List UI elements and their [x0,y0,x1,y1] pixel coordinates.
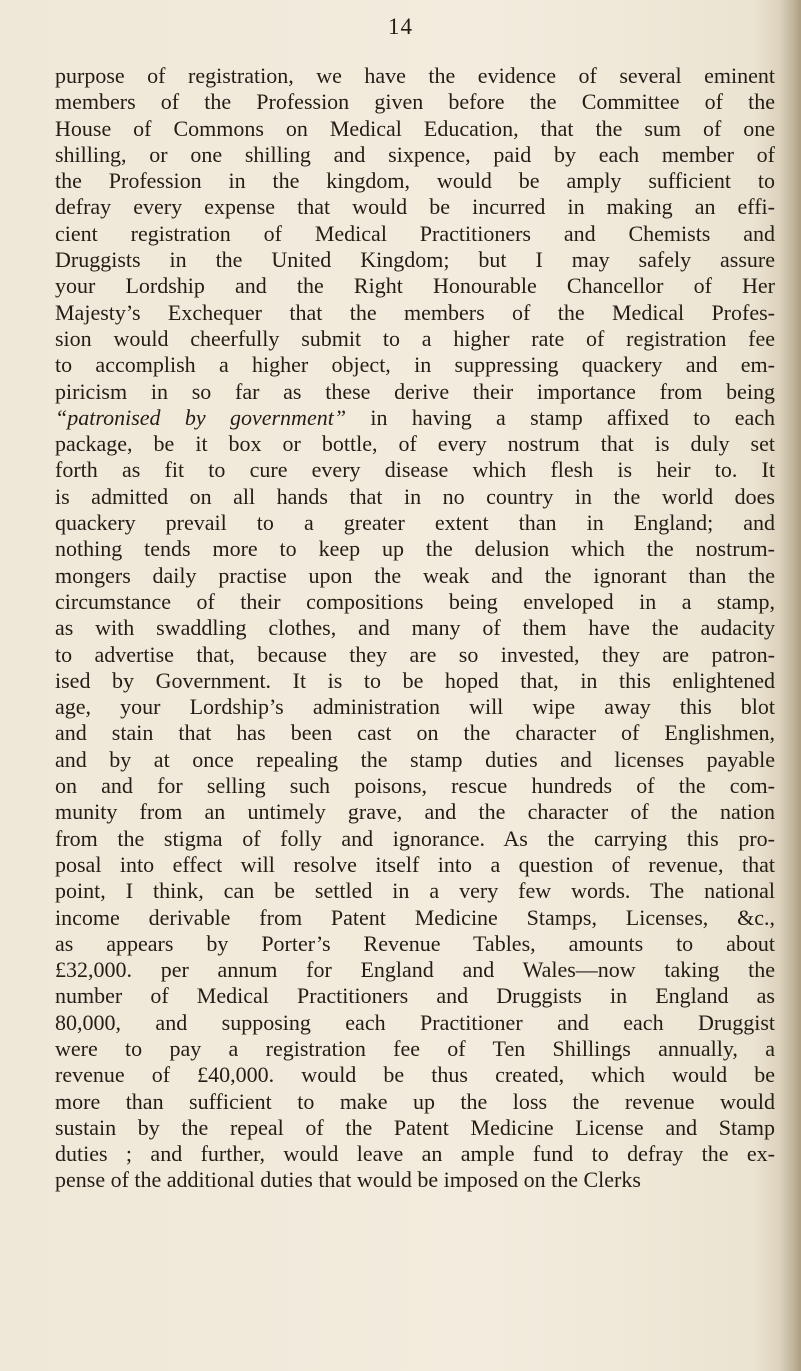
text-line: package, be it box or bottle, of every nostrum that is duly set [55,431,775,457]
text-line: Druggists in the United Kingdom; but I may safely assure [55,247,775,273]
text-line: is admitted on all hands that in no country in the world does [55,483,775,509]
text-line: munity from an untimely grave, and the character of the nation [55,799,775,825]
text-line: defray every expense that would be incurred in making an effi- [55,194,775,220]
text-line: shilling, or one shilling and sixpence, paid by each member of [55,141,775,167]
text-line: House of Commons on Medical Education, that the sum of one [55,115,775,141]
text-line: to accomplish a higher object, in suppressing quackery and em- [55,352,775,378]
text-line-rest: in having a stamp affixed to each [346,404,776,430]
text-line: 80,000, and supposing each Practitioner and each Druggist [55,1009,775,1035]
text-line: quackery prevail to a greater extent than in England; and [55,510,775,536]
text-line: the Profession in the kingdom, would be amply sufficient to [55,168,775,194]
text-line: number of Medical Practitioners and Druggists in England as [55,983,775,1009]
text-line: and by at once repealing the stamp duties and licenses payable [55,746,775,772]
text-line: and stain that has been cast on the character of Englishmen, [55,720,775,746]
text-line: ised by Government. It is to be hoped that, in this enlightened [55,667,775,693]
text-line: £32,000. per annum for England and Wales—now taking the [55,957,775,983]
text-line: nothing tends more to keep up the delusion which the nostrum- [55,536,775,562]
text-line: as appears by Porter’s Revenue Tables, amounts to about [55,930,775,956]
text-line: posal into effect will resolve itself into a question of revenue, that [55,851,775,877]
body-text [55,63,775,1194]
text-line: as with swaddling clothes, and many of them have the audacity [55,615,775,641]
text-line: revenue of £40,000. would be thus created, which would be [55,1062,775,1088]
text-line: circumstance of their compositions being enveloped in a stamp, [55,588,775,614]
text-line: cient registration of Medical Practitioners and Chemists and [55,220,775,246]
text-line: duties ; and further, would leave an ample fund to defray the ex- [55,1141,775,1167]
text-line: point, I think, can be settled in a very few words. The national [55,878,775,904]
text-line: sustain by the repeal of the Patent Medicine License and Stamp [55,1114,775,1140]
text-line: forth as fit to cure every disease which flesh is heir to. It [55,457,775,483]
text-line: mongers daily practise upon the weak and the ignorant than the [55,562,775,588]
text-line: your Lordship and the Right Honourable Chancellor of Her [55,273,775,299]
text-line: to advertise that, because they are so invested, they are patron- [55,641,775,667]
text-line: more than sufficient to make up the loss the revenue would [55,1088,775,1114]
page-number: 14 [388,14,413,39]
page-edge-shadow [779,0,801,1371]
text-line: on and for selling such poisons, rescue hundreds of the com- [55,773,775,799]
text-line: piricism in so far as these derive their importance from being [55,378,775,404]
text-line: from the stigma of folly and ignorance. As the carrying this pro- [55,825,775,851]
text-line: members of the Profession given before the Committee of the [55,89,775,115]
text-line: Majesty’s Exchequer that the members of the Medical Profes- [55,299,775,325]
text-line: pense of the additional duties that would be imposed on the Clerks [55,1167,641,1193]
italic-phrase: “patronised by government” [55,404,347,430]
text-line: age, your Lordship’s administration will wipe away this blot [55,694,775,720]
text-line [55,405,775,431]
text-line: were to pay a registration fee of Ten Shillings annually, a [55,1035,775,1061]
text-line: purpose of registration, we have the evidence of several eminent [55,63,775,88]
text-line: income derivable from Patent Medicine Stamps, Licenses, &c., [55,904,775,930]
text-line: sion would cheerfully submit to a higher rate of registration fee [55,325,775,351]
